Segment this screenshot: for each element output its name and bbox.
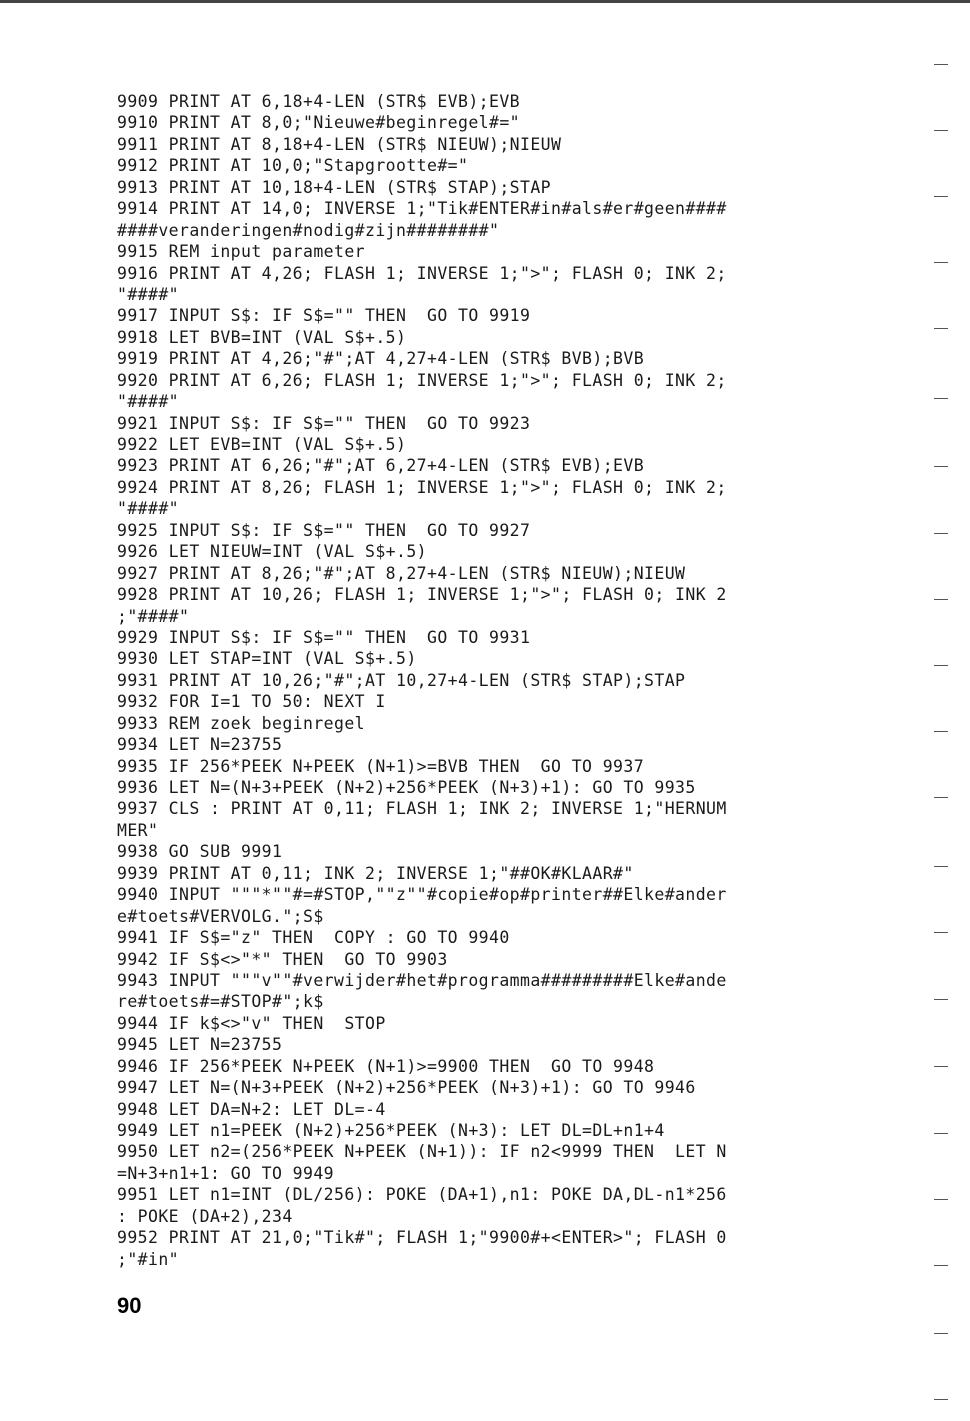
code-line: 9940 INPUT """*""#=#STOP,""z""#copie#op#printer##Elke#ander (117, 885, 727, 905)
code-line: "####" (117, 499, 180, 519)
code-line: 9944 IF k$<>"v" THEN STOP (117, 1013, 386, 1033)
code-line: 9952 PRINT AT 21,0;"Tik#"; FLASH 1;"9900#+<ENTER>"; FLASH 0 (117, 1228, 727, 1248)
code-line: 9912 PRINT AT 10,0;"Stapgrootte#=" (117, 156, 469, 176)
code-line: 9920 PRINT AT 6,26; FLASH 1; INVERSE 1;">"; FLASH 0; INK 2; (117, 370, 727, 390)
code-line: 9927 PRINT AT 8,26;"#";AT 8,27+4-LEN (STR$ NIEUW);NIEUW (117, 563, 686, 583)
code-line: 9929 INPUT S$: IF S$="" THEN GO TO 9931 (117, 627, 531, 647)
code-line: 9922 LET EVB=INT (VAL S$+.5) (117, 435, 407, 454)
code-line: 9936 LET N=(N+3+PEEK (N+2)+256*PEEK (N+3)+1): GO TO 9935 (117, 778, 696, 797)
margin-tick (934, 398, 948, 399)
code-line: 9943 INPUT """v""#verwijder#het#programma#########Elke#ande (117, 970, 727, 990)
margin-tick (934, 328, 948, 329)
code-line: 9938 GO SUB 9991 (117, 842, 283, 862)
code-line: 9914 PRINT AT 14,0; INVERSE 1;"Tik#ENTER#in#als#er#geen#### (117, 199, 727, 219)
margin-tick (934, 1265, 948, 1266)
code-line: 9948 LET DA=N+2: LET DL=-4 (117, 1099, 386, 1119)
code-line: ;"#in" (117, 1249, 180, 1269)
code-line: 9946 IF 256*PEEK N+PEEK (N+1)>=9900 THEN GO TO 9948 (117, 1056, 655, 1076)
margin-tick (934, 466, 948, 467)
code-line: 9939 PRINT AT 0,11; INK 2; INVERSE 1;"##OK#KLAAR#" (117, 863, 634, 883)
code-line: MER" (117, 820, 159, 840)
code-line: ####veranderingen#nodig#zijn########" (117, 220, 500, 240)
code-line: 9941 IF S$="z" THEN COPY : GO TO 9940 (117, 928, 510, 948)
margin-tick (934, 533, 948, 534)
code-line: 9918 LET BVB=INT (VAL S$+.5) (117, 327, 407, 347)
code-line: "####" (117, 284, 180, 304)
code-line: 9934 LET N=23755 (117, 735, 283, 755)
code-line: ;"####" (117, 606, 190, 626)
code-line: 9935 IF 256*PEEK N+PEEK (N+1)>=BVB THEN GO TO 9937 (117, 756, 645, 776)
code-line: re#toets#=#STOP#";k$ (117, 992, 324, 1012)
basic-program-listing (117, 91, 877, 1270)
code-line: 9947 LET N=(N+3+PEEK (N+2)+256*PEEK (N+3)+1): GO TO 9946 (117, 1078, 696, 1098)
code-line: 9949 LET n1=PEEK (N+2)+256*PEEK (N+3): LET DL=DL+n1+4 (117, 1121, 665, 1140)
margin-tick (934, 599, 948, 600)
margin-tick (934, 1333, 948, 1334)
code-line: 9950 LET n2=(256*PEEK N+PEEK (N+1)): IF n2<9999 THEN LET N (117, 1142, 727, 1162)
margin-tick (934, 1199, 948, 1200)
code-line: 9917 INPUT S$: IF S$="" THEN GO TO 9919 (117, 306, 531, 326)
code-line: 9933 REM zoek beginregel (117, 713, 366, 733)
code-line: =N+3+n1+1: GO TO 9949 (117, 1163, 335, 1183)
code-line: e#toets#VERVOLG.";S$ (117, 906, 324, 926)
margin-tick (934, 1399, 948, 1400)
code-line: 9931 PRINT AT 10,26;"#";AT 10,27+4-LEN (STR$ STAP);STAP (117, 670, 686, 690)
code-line: 9911 PRINT AT 8,18+4-LEN (STR$ NIEUW);NIEUW (117, 134, 562, 154)
code-line: 9932 FOR I=1 TO 50: NEXT I (117, 692, 386, 712)
top-rule (0, 0, 970, 3)
code-line: 9909 PRINT AT 6,18+4-LEN (STR$ EVB);EVB (117, 92, 521, 111)
margin-tick (934, 262, 948, 263)
code-line: 9915 REM input parameter (117, 242, 366, 262)
margin-tick (934, 196, 948, 197)
margin-tick (934, 1133, 948, 1134)
code-line: 9928 PRINT AT 10,26; FLASH 1; INVERSE 1;">"; FLASH 0; INK 2 (117, 585, 727, 605)
code-line: 9923 PRINT AT 6,26;"#";AT 6,27+4-LEN (STR$ EVB);EVB (117, 456, 645, 476)
code-line: 9913 PRINT AT 10,18+4-LEN (STR$ STAP);STAP (117, 177, 552, 197)
code-line: 9930 LET STAP=INT (VAL S$+.5) (117, 649, 417, 669)
code-line: 9945 LET N=23755 (117, 1035, 283, 1055)
margin-tick (934, 999, 948, 1000)
margin-tick (934, 866, 948, 867)
code-line: 9921 INPUT S$: IF S$="" THEN GO TO 9923 (117, 413, 531, 433)
code-line: 9919 PRINT AT 4,26;"#";AT 4,27+4-LEN (STR$ BVB);BVB (117, 349, 645, 369)
code-line: 9910 PRINT AT 8,0;"Nieuwe#beginregel#=" (117, 113, 521, 133)
margin-tick (934, 64, 948, 65)
code-line: 9926 LET NIEUW=INT (VAL S$+.5) (117, 542, 428, 562)
margin-tick (934, 665, 948, 666)
code-line: 9916 PRINT AT 4,26; FLASH 1; INVERSE 1;">"; FLASH 0; INK 2; (117, 263, 727, 283)
code-line: 9937 CLS : PRINT AT 0,11; FLASH 1; INK 2; INVERSE 1;"HERNUM (117, 799, 727, 819)
code-line: 9942 IF S$<>"*" THEN GO TO 9903 (117, 949, 448, 969)
margin-tick (934, 797, 948, 798)
page-number: 90 (117, 1293, 142, 1318)
margin-tick (934, 932, 948, 933)
code-line: "####" (117, 392, 180, 412)
margin-tick (934, 1066, 948, 1067)
margin-tick (934, 130, 948, 131)
code-line: 9924 PRINT AT 8,26; FLASH 1; INVERSE 1;">"; FLASH 0; INK 2; (117, 477, 727, 497)
code-line: 9925 INPUT S$: IF S$="" THEN GO TO 9927 (117, 520, 531, 540)
margin-tick (934, 731, 948, 732)
code-line: : POKE (DA+2),234 (117, 1206, 293, 1226)
code-line: 9951 LET n1=INT (DL/256): POKE (DA+1),n1: POKE DA,DL-n1*256 (117, 1185, 727, 1205)
